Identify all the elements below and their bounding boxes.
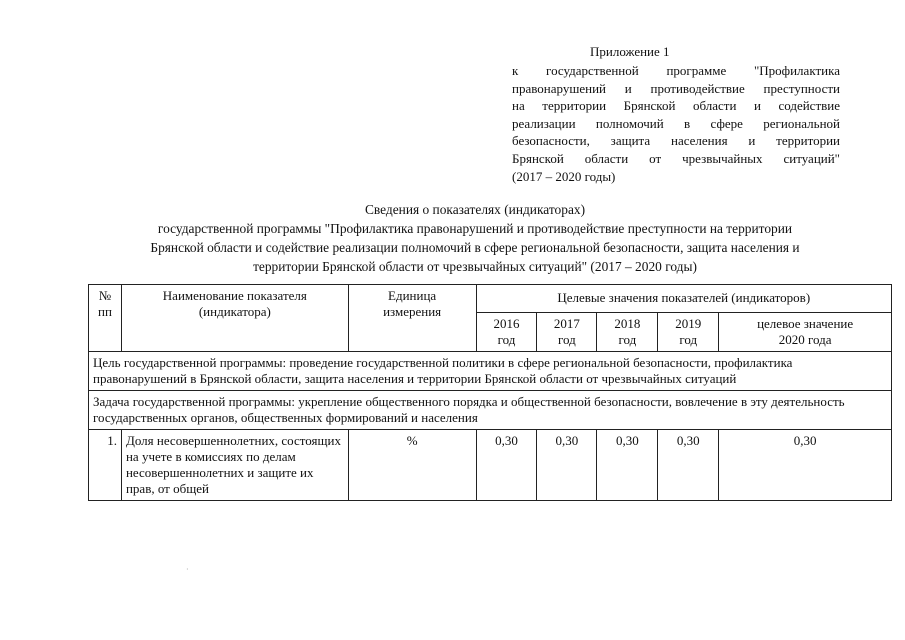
header-year-2017: 2017 год xyxy=(537,313,597,352)
title-line: Брянской области и содействие реализации полномочий в сфере региональной безопасности, защита населения и xyxy=(150,240,800,255)
appendix-line: к государственной программе "Профилактика xyxy=(512,63,840,78)
header-unit: Единица измерения xyxy=(348,285,476,352)
row-value-2019: 0,30 xyxy=(658,430,719,501)
title-line: государственной программы "Профилактика правонарушений и противодействие преступности на территории xyxy=(157,221,793,236)
header-target-2020: целевое значение 2020 года xyxy=(719,313,892,352)
header-year-2018: 2018 год xyxy=(597,313,658,352)
title-line: Сведения о показателях (индикаторах) xyxy=(364,202,586,217)
header-targets: Целевые значения показателей (индикаторов) xyxy=(476,285,891,313)
row-value-2017: 0,30 xyxy=(537,430,597,501)
appendix-title: Приложение 1 xyxy=(590,44,670,59)
task-row: Задача государственной программы: укрепление общественного порядка и общественной безопасности, вовлечение в эту деятельность государственных органов, общественных формирований и населения xyxy=(89,391,892,430)
row-value-2016: 0,30 xyxy=(476,430,537,501)
appendix-line: (2017 – 2020 годы) xyxy=(512,168,616,184)
header-num: № пп xyxy=(89,285,122,352)
row-value-2020: 0,30 xyxy=(719,430,892,501)
header-name: Наименование показателя (индикатора) xyxy=(121,285,348,352)
appendix-line: реализации полномочий в сфере региональной xyxy=(512,115,840,131)
row-name: Доля несовершеннолетних, состоящих на учете в комиссиях по делам несовершеннолетних и защите их прав, от общей xyxy=(121,430,348,501)
appendix-line: Брянской области от чрезвычайных ситуаций" xyxy=(512,150,840,166)
scan-mark: · xyxy=(186,565,189,574)
header-year-2016: 2016 год xyxy=(476,313,537,352)
appendix-caption xyxy=(512,62,840,185)
title-line: территории Брянской области от чрезвычайных ситуаций" (2017 – 2020 годы) xyxy=(253,259,697,274)
row-value-2018: 0,30 xyxy=(597,430,658,501)
goal-row: Цель государственной программы: проведение государственной политики в сфере региональной безопасности, профилактика правонарушений в Брянской области, защита населения и территории Брянской области от чрезвычайных ситуаций xyxy=(89,352,892,391)
indicators-table xyxy=(88,284,892,501)
row-unit: % xyxy=(348,430,476,501)
row-num: 1. xyxy=(89,430,122,501)
appendix-line: правонарушений и противодействие преступности xyxy=(512,80,840,96)
table-row xyxy=(89,430,892,501)
appendix-line: безопасности, защита населения и территории xyxy=(512,133,840,149)
document-title xyxy=(60,200,890,276)
appendix-line: на территории Брянской области и содействие xyxy=(512,98,840,114)
header-year-2019: 2019 год xyxy=(658,313,719,352)
